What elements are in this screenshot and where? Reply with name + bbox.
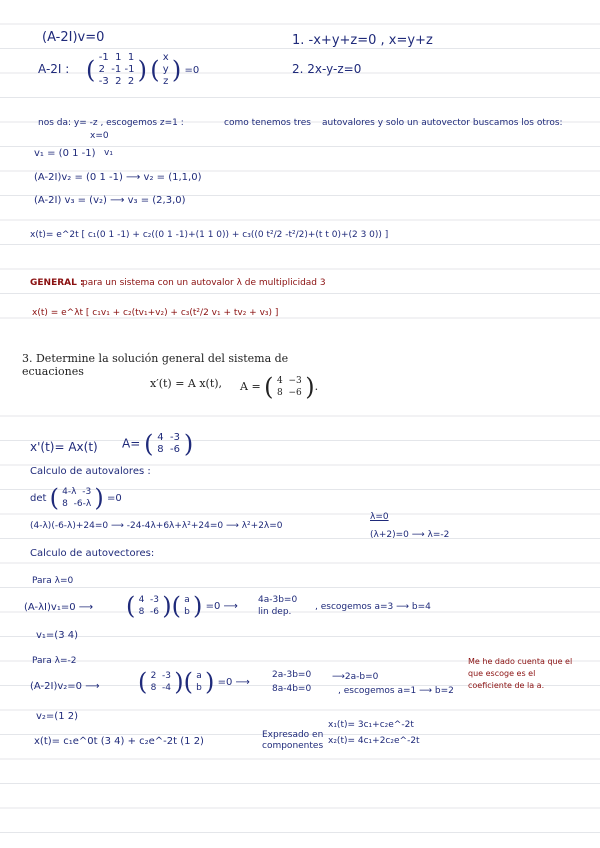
para-lambda-0: Para λ=0	[32, 576, 74, 586]
eq-lambda-minus-2-res1: 2a-3b=0	[272, 670, 312, 680]
line-autovalores: autovalores y solo un autovector buscamos los otros:	[322, 118, 563, 128]
calc-autovalores: Calculo de autovalores :	[30, 466, 151, 477]
v1-result: v₁=(3 4)	[36, 630, 79, 641]
eq-lambda-minus-2-after: ⟶2a-b=0	[332, 672, 379, 682]
eq-system-1: 1. -x+y+z=0 , x=y+z	[292, 33, 433, 48]
eq-system-2: 2. 2x-y-z=0	[292, 62, 362, 76]
matrix-3x3: ( -1 1 1 2 -1 -1 -3 2 2 ) ( x y z ) =0	[86, 52, 200, 87]
component-2: x₂(t)= 4c₁+2c₂e^-2t	[328, 736, 420, 746]
eq-lambda-minus-2-res2: 8a-4b=0	[272, 684, 312, 694]
problem-statement: 3. Determine la solución general del sistema de ecuaciones	[22, 352, 289, 378]
line-nos-da: nos da: y= -z , escogemos z=1 :	[38, 118, 184, 128]
red-side-note: Me he dado cuenta que el que escoge es el coeficiente de la a.	[468, 657, 573, 690]
escogemos-1: , escogemos a=3 ⟶ b=4	[315, 602, 431, 612]
eq-lambda-0: (A-λI)v₁=0 ⟶	[24, 602, 94, 613]
mat-lambda-0: ( 4 -3 8 -6 )( a b ) =0 ⟶	[126, 592, 238, 620]
eq-a-minus-2i: (A-2I)v=0	[42, 30, 105, 45]
calc-autovectores: Calculo de autovectores:	[30, 548, 155, 559]
root-1: λ=0	[370, 512, 389, 522]
expresado-componentes: Expresado en componentes	[262, 730, 324, 751]
lin-dep: lin dep.	[258, 607, 292, 617]
eq-lambda-minus-2: (A-2I)v₂=0 ⟶	[30, 681, 100, 692]
v2-result: v₂=(1 2)	[36, 711, 79, 722]
char-polynomial: (4-λ)(-6-λ)+24=0 ⟶ -24-4λ+6λ+λ²+24=0 ⟶ λ²+2λ=0	[30, 521, 283, 531]
root-2: (λ+2)=0 ⟶ λ=-2	[370, 530, 450, 540]
eq-lambda-0-result: 4a-3b=0	[258, 595, 298, 605]
hw-system: x'(t)= Ax(t)	[30, 440, 98, 454]
general-text: para un sistema con un autovalor λ de multiplicidad 3	[82, 278, 326, 288]
problem-matrix: A = ( 4 −3 8 −6 ).	[240, 373, 319, 401]
general-title: GENERAL :	[30, 278, 84, 288]
line-como: como tenemos tres	[224, 118, 311, 128]
final-solution: x(t)= c₁e^0t (3 4) + c₂e^-2t (1 2)	[34, 736, 204, 747]
v2-line: (A-2I)v₂ = (0 1 -1) ⟶ v₂ = (1,1,0)	[34, 172, 202, 183]
v1-sub: v₁	[104, 148, 113, 158]
a-minus-2i-label: A-2I :	[38, 62, 70, 76]
printed-problem	[0, 340, 340, 410]
v3-line: (A-2I) v₃ = (v₂) ⟶ v₃ = (2,3,0)	[34, 195, 186, 206]
general-formula: x(t) = e^λt [ c₁v₁ + c₂(tv₁+v₂) + c₃(t²/2 v₁ + tv₂ + v₃) ]	[32, 308, 279, 318]
det-expression: det ( 4-λ -3 8 -6-λ ) =0	[30, 484, 122, 512]
component-1: x₁(t)= 3c₁+c₂e^-2t	[328, 720, 414, 730]
para-lambda-minus-2: Para λ=-2	[32, 656, 77, 666]
escogemos-2: , escogemos a=1 ⟶ b=2	[338, 686, 454, 696]
hw-matrix-a: A= ( 4 -3 8 -6 )	[122, 430, 194, 458]
problem-equation: x′(t) = A x(t),	[150, 377, 223, 390]
mat-lambda-minus-2: ( 2 -3 8 -4 )( a b ) =0 ⟶	[138, 668, 250, 696]
line-x0: x=0	[90, 131, 109, 141]
v1-def: v₁ = (0 1 -1)	[34, 148, 96, 159]
xt-general-solution: x(t)= e^2t [ c₁(0 1 -1) + c₂((0 1 -1)+(1 1 0)) + c₃((0 t²/2 -t²/2)+(t t 0)+(2 3 0)) ]	[30, 230, 389, 240]
